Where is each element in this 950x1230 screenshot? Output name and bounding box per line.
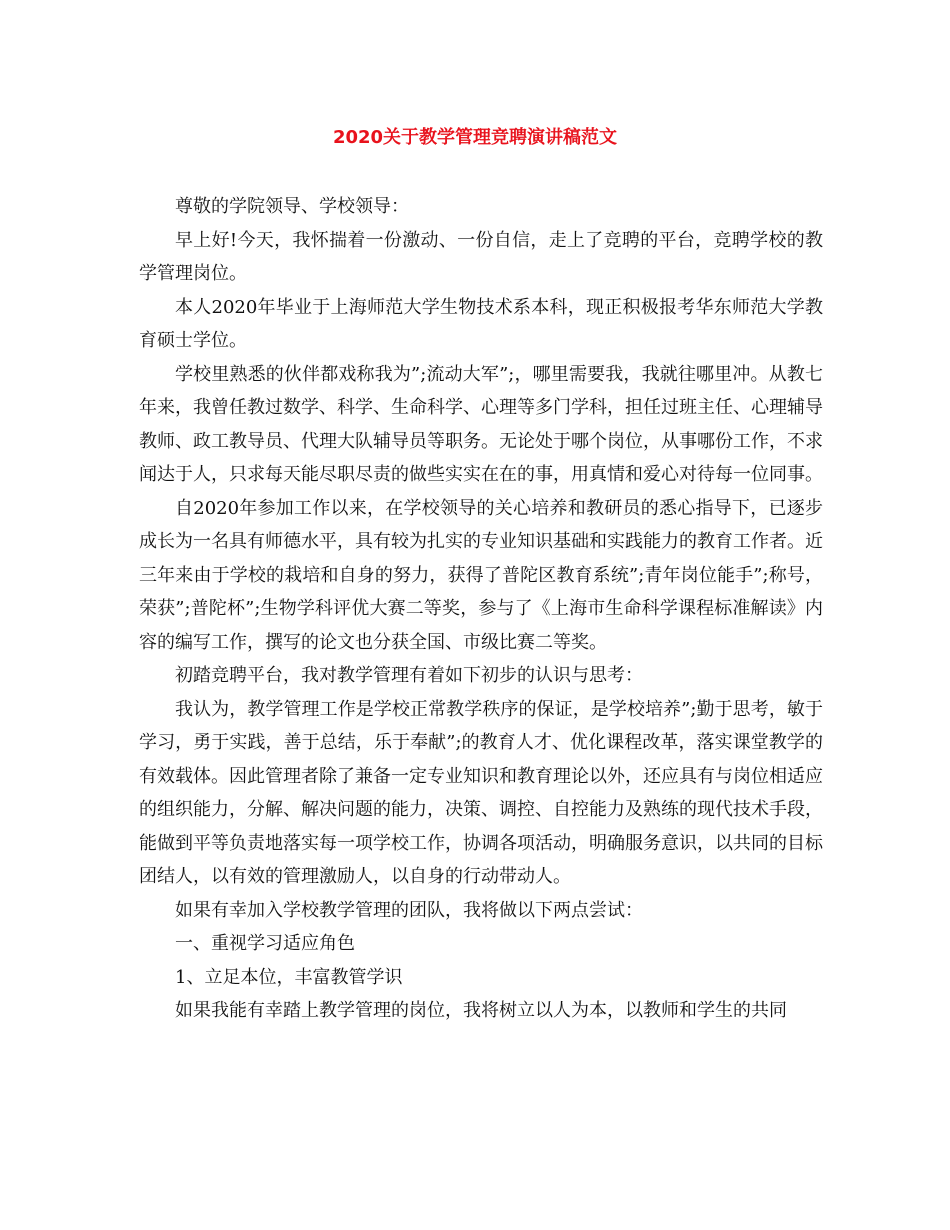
paragraph-greeting: 早上好!今天，我怀揣着一份激动、一份自信，走上了竞聘的平台，竞聘学校的教学管理岗位。 <box>139 229 823 284</box>
paragraph-salutation: 尊敬的学院领导、学校领导： <box>175 196 409 217</box>
paragraph-plans-intro: 如果有幸加入学校教学管理的团队，我将做以下两点尝试： <box>175 899 643 921</box>
paragraph-plan-detail: 如果我能有幸踏上教学管理的岗位，我将树立以人为本，以教师和学生的共同 <box>175 1000 787 1021</box>
paragraph-thoughts: 我认为，教学管理工作是学校正常教学秩序的保证，是学校培养”;勤于思考，敏于学习，勇于实践，善于总结，乐于奉献”;的教育人才、优化课程改革，落实课堂教学的有效载体。因此管理者除了兼备一定专业知识和教育理论以外，还应具有与岗位相适应的组织能力，分解、解决问题的能力，决策、调控、自控能力及熟练的现代技术手段，能做到平等负责地落实每一项学校工作，协调各项活动，明确服务意识，以共同的目标团结人，以有效的管理激励人，以自身的行动带动人。 <box>139 698 823 887</box>
paragraph-intro-thoughts: 初踏竞聘平台，我对教学管理有着如下初步的认识与思考： <box>175 665 643 686</box>
paragraph-achievements: 自2020年参加工作以来，在学校领导的关心培养和教研员的悉心指导下，已逐步成长为一名具有师德水平，具有较为扎实的专业知识基础和实践能力的教育工作者。近三年来由于学校的栽培和自身的努力，获得了普陀区教育系统”;青年岗位能手”;称号，荣获”;普陀杯”;生物学科评优大赛二等奖，参与了《上海市生命科学课程标准解读》内容的编写工作，撰写的论文也分获全国、市级比赛二等奖。 <box>139 497 823 653</box>
document-title: 2020关于教学管理竞聘演讲稿范文 <box>332 127 618 148</box>
subsection-heading-1: 1、立足本位，丰富教管学识 <box>175 966 403 988</box>
paragraph-background: 本人2020年毕业于上海师范大学生物技术系本科，现正积极报考华东师范大学教育硕士学位。 <box>139 296 823 351</box>
paragraph-experience: 学校里熟悉的伙伴都戏称我为”;流动大军”;，哪里需要我，我就往哪里冲。从教七年来，我曾任教过数学、科学、生命科学、心理等多门学科，担任过班主任、心理辅导教师、政工教导员、代理大队辅导员等职务。无论处于哪个岗位，从事哪份工作，不求闻达于人，只求每天能尽职尽责的做些实实在在的事，用真情和爱心对待每一位同事。 <box>139 363 823 485</box>
section-heading-1: 一、重视学习适应角色 <box>175 933 355 954</box>
document-body <box>139 190 823 1028</box>
